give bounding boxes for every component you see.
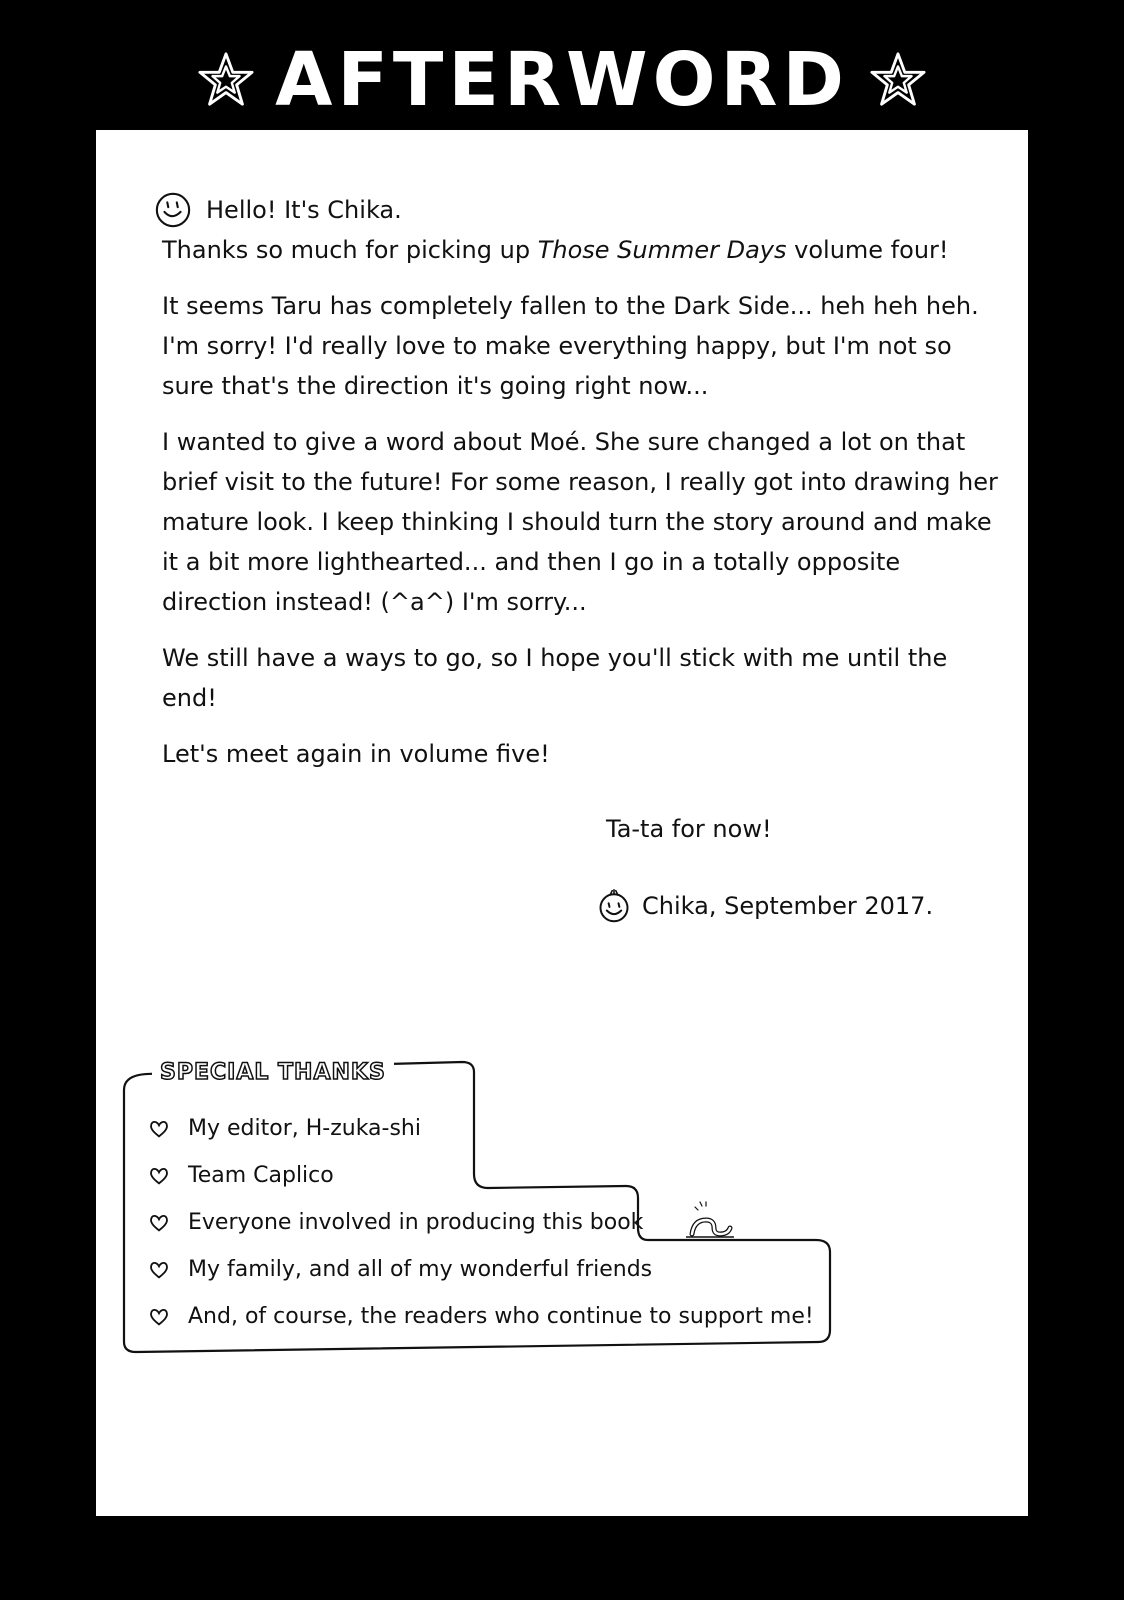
heart-icon [148, 1212, 170, 1234]
heart-icon [148, 1306, 170, 1328]
thanks-item-text: Everyone involved in producing this book [188, 1210, 644, 1235]
paragraph-volume-five: Let's meet again in volume five! [162, 740, 550, 768]
smiley-icon [154, 191, 192, 229]
heart-icon [148, 1259, 170, 1281]
special-thanks-heading: SPECIAL THANKS [152, 1060, 394, 1085]
heart-icon [148, 1118, 170, 1140]
paragraph-dark-side: It seems Taru has completely fallen to the Dark Side... heh heh heh. I'm sorry! I'd really love to make everything happy, but I'm not so sure that's the direction it's going right now... [162, 292, 979, 400]
worm-icon [684, 1200, 736, 1240]
star-icon [869, 51, 927, 109]
heart-icon [148, 1165, 170, 1187]
list-item [148, 1152, 814, 1199]
thanks-item-text: My editor, H-zuka-shi [188, 1116, 421, 1141]
book-title: Those Summer Days [537, 236, 787, 264]
paper-sheet [96, 130, 1028, 1516]
letter-body [162, 190, 1002, 790]
greeting-text: Hello! It's Chika. [206, 196, 402, 224]
list-item [148, 1293, 814, 1340]
list-item [148, 1105, 814, 1152]
thanks-item-text: Team Caplico [188, 1163, 334, 1188]
star-icon [197, 51, 255, 109]
greeting-line [162, 190, 1002, 230]
intro-paragraph [162, 230, 1002, 270]
sign-off: Ta-ta for now! [606, 815, 772, 843]
page-title: AFTERWORD [275, 37, 849, 123]
smiley-icon [596, 888, 632, 924]
signature-text: Chika, September 2017. [642, 892, 934, 920]
paragraph-moe: I wanted to give a word about Moé. She sure changed a lot on that brief visit to the future! For some reason, I really got into drawing her mature look. I keep thinking I should turn the story around and make it a bit more lighthearted... and then I go in a totally opposite direction instead! (^a^) I'm sorry... [162, 428, 998, 616]
list-item [148, 1246, 814, 1293]
title-bar [0, 30, 1124, 130]
signature [596, 888, 933, 924]
intro-text-end: volume four! [786, 236, 949, 264]
thanks-item-text: And, of course, the readers who continue to support me! [188, 1304, 814, 1329]
paragraph-ways-to-go: We still have a ways to go, so I hope you'll stick with me until the end! [162, 644, 948, 712]
intro-text-start: Thanks so much for picking up [162, 236, 538, 264]
thanks-item-text: My family, and all of my wonderful friends [188, 1257, 653, 1282]
